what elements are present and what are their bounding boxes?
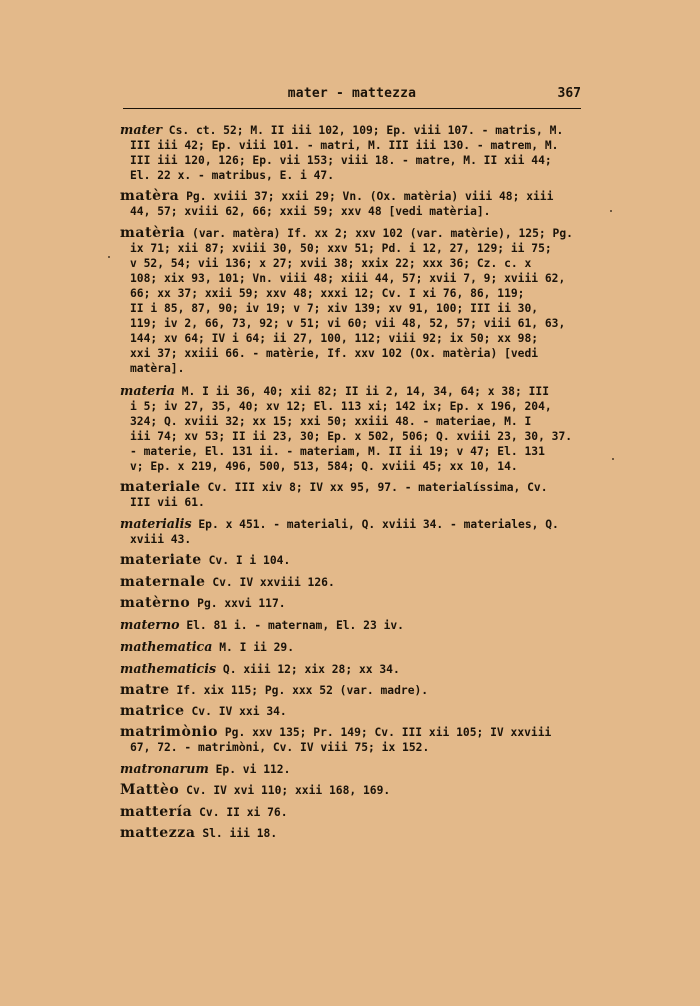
entry-mathematicis <box>120 661 582 677</box>
entry-line: ix 71; xii 87; xviii 30, 50; xxv 51; Pd. i 12, 27, 129; ii 75; <box>130 241 552 255</box>
entry-materia <box>120 226 582 377</box>
entry-line: 324; Q. xviii 32; xx 15; xxi 50; xxiii 48. - materiae, M. I <box>130 414 532 428</box>
lemma: matrice <box>120 703 185 720</box>
lemma: materiale <box>120 479 201 496</box>
entry-line: III vii 61. <box>130 496 205 510</box>
lemma: matèra <box>120 188 180 205</box>
entry-materialis <box>120 516 582 547</box>
entry-text: Sl. iii 18. <box>202 826 278 840</box>
entry-line: 67, 72. - matrimòni, Cv. IV viii 75; ix 152. <box>130 741 430 755</box>
lemma: mathematica <box>120 638 213 654</box>
entry-line: 66; xx 37; xxii 59; xxv 48; xxxi 12; Cv. I xi 76, 86, 119; <box>130 286 525 300</box>
entry-mattezza <box>120 826 582 841</box>
entry-text: M. I ii 29. <box>219 640 295 654</box>
entry-text: Ep. x 451. - materiali, Q. xviii 34. - materiales, Q. <box>198 518 559 532</box>
entry-line: El. 22 x. - matribus, E. i 47. <box>130 169 335 183</box>
paper-speck <box>612 458 614 460</box>
entry-text: Cv. IV xvi 110; xxii 168, 169. <box>186 784 391 798</box>
lemma: matronarum <box>120 761 209 777</box>
entry-mater <box>120 122 582 183</box>
entry-text: (var. matèra) If. xx 2; xxv 102 (var. matèrie), 125; Pg. <box>192 226 573 240</box>
entry-line: 144; xv 64; IV i 64; ii 27, 100, 112; viii 92; ix 50; xx 98; <box>130 332 539 346</box>
entry-line: III iii 120, 126; Ep. vii 153; viii 18. - matre, M. II xii 44; <box>130 154 552 168</box>
entry-text: Pg. xxvi 117. <box>197 596 286 610</box>
entry-materiale <box>120 480 582 510</box>
entry-line: 44, 57; xviii 62, 66; xxii 59; xxv 48 [vedi matèria]. <box>130 205 491 219</box>
entry-line: II i 85, 87, 90; iv 19; v 7; xiv 139; xv 91, 100; III ii 30, <box>130 302 539 316</box>
entry-line: 119; iv 2, 66, 73, 92; v 51; vi 60; vii 48, 52, 57; viii 61, 63, <box>130 317 566 331</box>
entry-matteria <box>120 805 582 820</box>
lemma: mattezza <box>120 824 196 841</box>
entry-matteo <box>120 783 582 798</box>
page-header <box>123 84 581 108</box>
entry-materno-latin <box>120 617 582 633</box>
entry-text: Pg. xxv 135; Pr. 149; Cv. III xii 105; IV xxviii <box>224 726 552 740</box>
entry-text: Cv. I i 104. <box>208 554 291 568</box>
entry-line: i 5; iv 27, 35, 40; xv 12; El. 113 xi; 142 ix; Ep. x 196, 204, <box>130 399 552 413</box>
entry-line: 108; xix 93, 101; Vn. viii 48; xiii 44, 57; xvii 7, 9; xviii 62, <box>130 271 566 285</box>
entry-text: Pg. xviii 37; xxii 29; Vn. (Ox. matèria) viii 48; xiii <box>186 190 554 204</box>
lemma: mattería <box>120 803 193 820</box>
entry-matrimonio <box>120 725 582 755</box>
header-rule <box>123 108 581 109</box>
lemma: materialis <box>120 516 192 532</box>
entry-text: If. xix 115; Pg. xxx 52 (var. madre). <box>176 684 429 697</box>
paper-speck <box>610 210 612 212</box>
lemma: maternale <box>120 573 206 590</box>
entry-text: Q. xiii 12; xix 28; xx 34. <box>222 662 400 676</box>
entry-line: v 52, 54; vii 136; x 27; xvii 38; xxix 22; xxx 36; Cz. c. x <box>130 256 532 270</box>
entry-materia-latin <box>120 383 582 475</box>
entry-list <box>120 122 582 847</box>
entry-text: Cv. II xi 76. <box>199 805 288 819</box>
lemma: matèrno <box>120 594 191 611</box>
entry-matrice <box>120 704 582 719</box>
entry-mathematica <box>120 639 582 655</box>
entry-text: Cv. IV xxviii 126. <box>212 575 335 589</box>
running-head: mater - mattezza <box>287 86 417 101</box>
entry-text: M. I ii 36, 40; xii 82; II ii 2, 14, 34, 64; x 38; III <box>181 384 549 398</box>
entry-line: xviii 43. <box>130 533 192 547</box>
entry-line: - materie, El. 131 ii. - materiam, M. II ii 19; v 47; El. 131 <box>130 444 545 458</box>
entry-matronarum <box>120 761 582 777</box>
entry-text: Cv. IV xxi 34. <box>191 705 287 719</box>
entry-matera <box>120 189 582 219</box>
lemma: mater <box>120 122 162 137</box>
entry-text: Ep. vi 112. <box>215 763 291 777</box>
lemma: Mattèo <box>120 782 180 799</box>
entry-text: Cv. III xiv 8; IV xx 95, 97. - materialíssima, Cv. <box>207 481 548 495</box>
entry-line: xxi 37; xxiii 66. - matèrie, If. xxv 102 (Ox. matèria) [vedi <box>130 347 539 361</box>
entry-materiate <box>120 553 582 568</box>
entry-matre <box>120 683 582 698</box>
entry-materno-it <box>120 596 582 611</box>
entry-text: Cs. ct. 52; M. II iii 102, 109; Ep. viii 107. - matris, M. <box>168 124 564 137</box>
lemma: matèria <box>120 224 186 241</box>
entry-line: matèra]. <box>130 362 185 376</box>
entry-line: iii 74; xv 53; II ii 23, 30; Ep. x 502, 506; Q. xviii 23, 30, 37. <box>130 429 573 443</box>
lemma: mathematicis <box>120 660 217 676</box>
paper-speck <box>108 256 110 258</box>
entry-line: v; Ep. x 219, 496, 500, 513, 584; Q. xviii 45; xx 10, 14. <box>130 459 518 473</box>
lemma: matrimònio <box>120 724 219 741</box>
entry-line: III iii 42; Ep. viii 101. - matri, M. III iii 130. - matrem, M. <box>130 139 559 153</box>
lemma: materiate <box>120 552 202 569</box>
lemma: materno <box>120 616 180 632</box>
entry-text: El. 81 i. - maternam, El. 23 iv. <box>186 618 404 632</box>
entry-maternale <box>120 575 582 590</box>
lemma: matre <box>120 682 170 698</box>
lemma: materia <box>120 382 175 398</box>
page-number: 367 <box>557 86 581 101</box>
